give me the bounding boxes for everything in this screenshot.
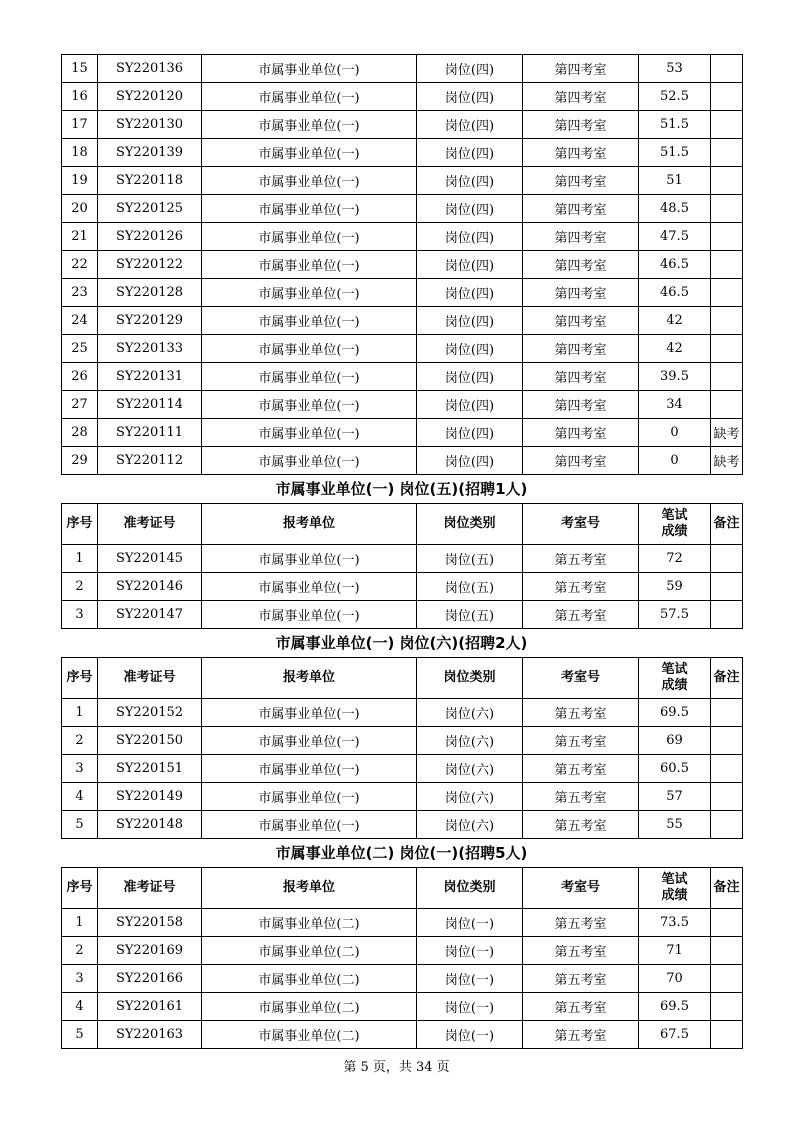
cell-no: 22 (62, 251, 98, 279)
table-row (62, 727, 743, 755)
cell-room: 第五考室 (523, 573, 639, 601)
table-row (62, 363, 743, 391)
table-row (62, 937, 743, 965)
cell-room: 第四考室 (523, 307, 639, 335)
cell-post: 岗位(四) (417, 139, 523, 167)
column-header-post: 岗位类别 (417, 868, 523, 909)
column-header-id: 准考证号 (98, 658, 202, 699)
cell-room: 第五考室 (523, 545, 639, 573)
cell-post: 岗位(一) (417, 1021, 523, 1049)
cell-score: 69.5 (639, 699, 711, 727)
cell-post: 岗位(一) (417, 965, 523, 993)
cell-unit: 市属事业单位(一) (202, 307, 417, 335)
cell-score: 73.5 (639, 909, 711, 937)
cell-id: SY220120 (98, 83, 202, 111)
table-row (62, 699, 743, 727)
score-table (61, 503, 743, 629)
cell-no: 1 (62, 699, 98, 727)
column-header-id: 准考证号 (98, 868, 202, 909)
cell-post: 岗位(四) (417, 223, 523, 251)
cell-note (711, 909, 743, 937)
cell-id: SY220133 (98, 335, 202, 363)
cell-id: SY220147 (98, 601, 202, 629)
table-row (62, 251, 743, 279)
cell-id: SY220136 (98, 55, 202, 83)
table-row (62, 909, 743, 937)
cell-room: 第五考室 (523, 601, 639, 629)
column-header-post: 岗位类别 (417, 504, 523, 545)
cell-id: SY220149 (98, 783, 202, 811)
cell-room: 第五考室 (523, 755, 639, 783)
cell-unit: 市属事业单位(二) (202, 1021, 417, 1049)
cell-note (711, 195, 743, 223)
cell-score: 69 (639, 727, 711, 755)
cell-note (711, 699, 743, 727)
cell-room: 第四考室 (523, 195, 639, 223)
cell-note (711, 601, 743, 629)
document-page (61, 54, 742, 1049)
cell-no: 3 (62, 755, 98, 783)
cell-unit: 市属事业单位(二) (202, 909, 417, 937)
table-row (62, 195, 743, 223)
cell-post: 岗位(六) (417, 755, 523, 783)
cell-post: 岗位(四) (417, 279, 523, 307)
cell-no: 17 (62, 111, 98, 139)
cell-score: 0 (639, 419, 711, 447)
cell-room: 第四考室 (523, 363, 639, 391)
cell-id: SY220169 (98, 937, 202, 965)
cell-id: SY220151 (98, 755, 202, 783)
cell-note (711, 167, 743, 195)
cell-room: 第五考室 (523, 727, 639, 755)
cell-unit: 市属事业单位(一) (202, 601, 417, 629)
cell-id: SY220130 (98, 111, 202, 139)
cell-note: 缺考 (711, 447, 743, 475)
cell-score: 67.5 (639, 1021, 711, 1049)
cell-unit: 市属事业单位(一) (202, 573, 417, 601)
cell-score: 46.5 (639, 251, 711, 279)
table-row (62, 83, 743, 111)
cell-post: 岗位(一) (417, 937, 523, 965)
cell-no: 25 (62, 335, 98, 363)
cell-no: 20 (62, 195, 98, 223)
section-title: 市属事业单位(一) 岗位(六)(招聘2人) (275, 634, 528, 652)
cell-no: 28 (62, 419, 98, 447)
continued-table-block (61, 54, 742, 475)
cell-id: SY220129 (98, 307, 202, 335)
table-row (62, 601, 743, 629)
table-row (62, 545, 743, 573)
column-header-note: 备注 (711, 658, 743, 699)
cell-post: 岗位(六) (417, 727, 523, 755)
cell-note (711, 251, 743, 279)
cell-post: 岗位(四) (417, 447, 523, 475)
cell-id: SY220111 (98, 419, 202, 447)
cell-note (711, 307, 743, 335)
cell-room: 第四考室 (523, 419, 639, 447)
cell-post: 岗位(四) (417, 307, 523, 335)
cell-id: SY220139 (98, 139, 202, 167)
cell-score: 42 (639, 335, 711, 363)
table-row (62, 279, 743, 307)
cell-unit: 市属事业单位(一) (202, 545, 417, 573)
cell-id: SY220163 (98, 1021, 202, 1049)
cell-post: 岗位(六) (417, 811, 523, 839)
table-row (62, 811, 743, 839)
cell-unit: 市属事业单位(一) (202, 783, 417, 811)
cell-room: 第四考室 (523, 391, 639, 419)
table-row (62, 573, 743, 601)
cell-no: 18 (62, 139, 98, 167)
cell-post: 岗位(四) (417, 391, 523, 419)
cell-room: 第五考室 (523, 783, 639, 811)
table-row (62, 111, 743, 139)
table-row (62, 447, 743, 475)
table-header-row (62, 504, 743, 545)
cell-score: 51.5 (639, 111, 711, 139)
cell-room: 第五考室 (523, 1021, 639, 1049)
column-header-score: 笔试 成绩 (639, 504, 711, 545)
cell-score: 60.5 (639, 755, 711, 783)
cell-unit: 市属事业单位(一) (202, 279, 417, 307)
cell-no: 19 (62, 167, 98, 195)
cell-note (711, 993, 743, 1021)
cell-score: 42 (639, 307, 711, 335)
section-title: 市属事业单位(一) 岗位(五)(招聘1人) (275, 480, 528, 498)
cell-unit: 市属事业单位(一) (202, 139, 417, 167)
score-table (61, 867, 743, 1049)
table-header-row (62, 868, 743, 909)
cell-post: 岗位(一) (417, 993, 523, 1021)
column-header-unit: 报考单位 (202, 504, 417, 545)
column-header-room: 考室号 (523, 504, 639, 545)
cell-post: 岗位(五) (417, 573, 523, 601)
cell-unit: 市属事业单位(二) (202, 937, 417, 965)
score-table (61, 54, 743, 475)
cell-note (711, 335, 743, 363)
cell-score: 57.5 (639, 601, 711, 629)
cell-id: SY220158 (98, 909, 202, 937)
sections-container (61, 475, 742, 1049)
cell-room: 第五考室 (523, 811, 639, 839)
cell-score: 51 (639, 167, 711, 195)
cell-note (711, 727, 743, 755)
cell-no: 4 (62, 783, 98, 811)
cell-note (711, 55, 743, 83)
cell-room: 第四考室 (523, 139, 639, 167)
cell-id: SY220125 (98, 195, 202, 223)
cell-post: 岗位(四) (417, 363, 523, 391)
cell-id: SY220161 (98, 993, 202, 1021)
cell-score: 47.5 (639, 223, 711, 251)
cell-no: 23 (62, 279, 98, 307)
cell-unit: 市属事业单位(一) (202, 755, 417, 783)
table-row (62, 139, 743, 167)
cell-score: 0 (639, 447, 711, 475)
cell-note (711, 937, 743, 965)
column-header-no: 序号 (62, 504, 98, 545)
column-header-score: 笔试 成绩 (639, 658, 711, 699)
cell-no: 4 (62, 993, 98, 1021)
column-header-post: 岗位类别 (417, 658, 523, 699)
cell-score: 52.5 (639, 83, 711, 111)
cell-unit: 市属事业单位(一) (202, 811, 417, 839)
column-header-unit: 报考单位 (202, 658, 417, 699)
cell-note (711, 965, 743, 993)
cell-note (711, 223, 743, 251)
cell-unit: 市属事业单位(一) (202, 335, 417, 363)
cell-id: SY220166 (98, 965, 202, 993)
cell-id: SY220122 (98, 251, 202, 279)
table-row (62, 1021, 743, 1049)
cell-room: 第四考室 (523, 111, 639, 139)
column-header-room: 考室号 (523, 658, 639, 699)
cell-score: 55 (639, 811, 711, 839)
table-row (62, 55, 743, 83)
cell-unit: 市属事业单位(一) (202, 111, 417, 139)
cell-id: SY220145 (98, 545, 202, 573)
cell-score: 71 (639, 937, 711, 965)
cell-post: 岗位(六) (417, 699, 523, 727)
cell-note (711, 139, 743, 167)
cell-unit: 市属事业单位(一) (202, 447, 417, 475)
cell-post: 岗位(四) (417, 111, 523, 139)
cell-score: 46.5 (639, 279, 711, 307)
cell-post: 岗位(一) (417, 909, 523, 937)
cell-no: 15 (62, 55, 98, 83)
cell-room: 第五考室 (523, 993, 639, 1021)
page-footer: 第 5 页，共 34 页 (343, 1060, 450, 1075)
column-header-id: 准考证号 (98, 504, 202, 545)
cell-no: 5 (62, 1021, 98, 1049)
cell-room: 第四考室 (523, 223, 639, 251)
cell-id: SY220114 (98, 391, 202, 419)
cell-room: 第五考室 (523, 937, 639, 965)
cell-unit: 市属事业单位(一) (202, 363, 417, 391)
cell-score: 72 (639, 545, 711, 573)
cell-note (711, 755, 743, 783)
cell-unit: 市属事业单位(一) (202, 727, 417, 755)
cell-no: 29 (62, 447, 98, 475)
table-row (62, 167, 743, 195)
cell-id: SY220112 (98, 447, 202, 475)
cell-unit: 市属事业单位(一) (202, 167, 417, 195)
cell-no: 5 (62, 811, 98, 839)
cell-id: SY220126 (98, 223, 202, 251)
cell-room: 第四考室 (523, 279, 639, 307)
cell-score: 34 (639, 391, 711, 419)
cell-score: 59 (639, 573, 711, 601)
cell-unit: 市属事业单位(一) (202, 55, 417, 83)
cell-id: SY220128 (98, 279, 202, 307)
cell-room: 第四考室 (523, 447, 639, 475)
cell-no: 1 (62, 909, 98, 937)
cell-unit: 市属事业单位(一) (202, 195, 417, 223)
cell-room: 第四考室 (523, 251, 639, 279)
cell-unit: 市属事业单位(一) (202, 419, 417, 447)
cell-no: 3 (62, 601, 98, 629)
cell-note (711, 783, 743, 811)
column-header-room: 考室号 (523, 868, 639, 909)
cell-post: 岗位(四) (417, 251, 523, 279)
table-row (62, 993, 743, 1021)
cell-unit: 市属事业单位(一) (202, 223, 417, 251)
cell-unit: 市属事业单位(一) (202, 391, 417, 419)
cell-note: 缺考 (711, 419, 743, 447)
table-row (62, 783, 743, 811)
cell-no: 26 (62, 363, 98, 391)
cell-score: 57 (639, 783, 711, 811)
column-header-unit: 报考单位 (202, 868, 417, 909)
table-row (62, 965, 743, 993)
cell-room: 第五考室 (523, 909, 639, 937)
cell-post: 岗位(四) (417, 335, 523, 363)
cell-note (711, 1021, 743, 1049)
table-header-row (62, 658, 743, 699)
cell-no: 27 (62, 391, 98, 419)
cell-room: 第四考室 (523, 83, 639, 111)
cell-unit: 市属事业单位(二) (202, 965, 417, 993)
cell-note (711, 573, 743, 601)
column-header-note: 备注 (711, 504, 743, 545)
cell-note (711, 111, 743, 139)
cell-note (711, 391, 743, 419)
cell-note (711, 545, 743, 573)
cell-post: 岗位(五) (417, 601, 523, 629)
cell-room: 第五考室 (523, 965, 639, 993)
score-table (61, 657, 743, 839)
table-row (62, 391, 743, 419)
cell-unit: 市属事业单位(二) (202, 993, 417, 1021)
cell-score: 69.5 (639, 993, 711, 1021)
cell-no: 24 (62, 307, 98, 335)
cell-room: 第五考室 (523, 699, 639, 727)
cell-id: SY220148 (98, 811, 202, 839)
cell-no: 2 (62, 727, 98, 755)
column-header-no: 序号 (62, 868, 98, 909)
table-row (62, 755, 743, 783)
cell-post: 岗位(五) (417, 545, 523, 573)
cell-id: SY220118 (98, 167, 202, 195)
cell-id: SY220150 (98, 727, 202, 755)
cell-post: 岗位(四) (417, 195, 523, 223)
cell-post: 岗位(六) (417, 783, 523, 811)
cell-no: 2 (62, 573, 98, 601)
cell-score: 51.5 (639, 139, 711, 167)
table-row (62, 335, 743, 363)
cell-post: 岗位(四) (417, 167, 523, 195)
column-header-score: 笔试 成绩 (639, 868, 711, 909)
cell-score: 39.5 (639, 363, 711, 391)
cell-no: 16 (62, 83, 98, 111)
cell-room: 第四考室 (523, 55, 639, 83)
cell-unit: 市属事业单位(一) (202, 83, 417, 111)
cell-id: SY220131 (98, 363, 202, 391)
cell-room: 第四考室 (523, 335, 639, 363)
table-row (62, 419, 743, 447)
cell-note (711, 363, 743, 391)
cell-no: 3 (62, 965, 98, 993)
cell-post: 岗位(四) (417, 419, 523, 447)
cell-no: 2 (62, 937, 98, 965)
cell-note (711, 279, 743, 307)
column-header-no: 序号 (62, 658, 98, 699)
cell-id: SY220152 (98, 699, 202, 727)
cell-note (711, 83, 743, 111)
cell-score: 70 (639, 965, 711, 993)
cell-note (711, 811, 743, 839)
cell-unit: 市属事业单位(一) (202, 251, 417, 279)
cell-no: 1 (62, 545, 98, 573)
cell-score: 48.5 (639, 195, 711, 223)
cell-score: 53 (639, 55, 711, 83)
table-row (62, 223, 743, 251)
cell-room: 第四考室 (523, 167, 639, 195)
column-header-note: 备注 (711, 868, 743, 909)
cell-id: SY220146 (98, 573, 202, 601)
table-row (62, 307, 743, 335)
cell-unit: 市属事业单位(一) (202, 699, 417, 727)
section-title: 市属事业单位(二) 岗位(一)(招聘5人) (275, 844, 528, 862)
cell-no: 21 (62, 223, 98, 251)
cell-post: 岗位(四) (417, 83, 523, 111)
cell-post: 岗位(四) (417, 55, 523, 83)
